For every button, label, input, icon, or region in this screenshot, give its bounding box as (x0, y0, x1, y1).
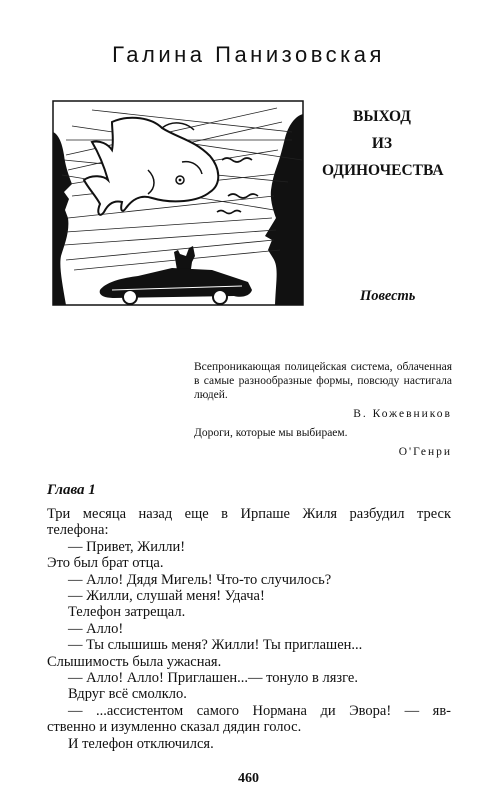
novella-title (322, 103, 442, 184)
epigraph-author: О'Генри (398, 446, 452, 458)
text-line: телефона: (47, 522, 109, 539)
title-line: ВЫХОД (353, 108, 411, 125)
title-illustration (52, 100, 304, 306)
title-line: ОДИНОЧЕСТВА (322, 162, 444, 179)
author-name: Галина Панизовская (112, 42, 385, 67)
text-line: Это был брат отца. (47, 555, 164, 572)
body-text (47, 506, 451, 752)
text-line: — Алло! (68, 620, 124, 637)
text-line: — Алло! Дядя Мигель! Что-то случилось? (68, 571, 332, 588)
epigraph-text: Дороги, которые мы выбираем. (194, 427, 348, 439)
text-line: — ...ассистентом самого Нормана ди Эвора! — яв- (68, 702, 451, 719)
text-line: ственно и изумленно сказал дядин голос. (47, 719, 302, 736)
text-line: Телефон затрещал. (68, 604, 186, 621)
text-line: И телефон отключился. (68, 735, 214, 752)
text-line: Слышимость была ужасная. (47, 653, 222, 670)
text-line: — Привет, Жилли! (68, 538, 186, 555)
text-line: Три месяца назад еще в Ирпаше Жиля разбудил треск (47, 506, 451, 522)
text-line: — Ты слышишь меня? Жилли! Ты приглашен... (68, 637, 363, 654)
page-number: 460 (238, 771, 259, 786)
epigraph-author: В. Кожевников (353, 408, 452, 420)
text-line: — Жилли, слушай меня! Удача! (68, 588, 265, 605)
epigraph-text: Всепроникающая полицейская система, облаченная в самые разнообразные формы, повсюду настигала людей. (194, 361, 452, 401)
genre-label: Повесть (360, 288, 416, 304)
title-line: ИЗ (371, 135, 393, 152)
chapter-title: Глава 1 (47, 482, 96, 498)
epigraph-block (194, 360, 452, 459)
text-line: — Алло! Алло! Приглашен...— тонуло в лязге. (68, 670, 358, 687)
text-line: Вдруг всё смолкло. (68, 686, 187, 703)
